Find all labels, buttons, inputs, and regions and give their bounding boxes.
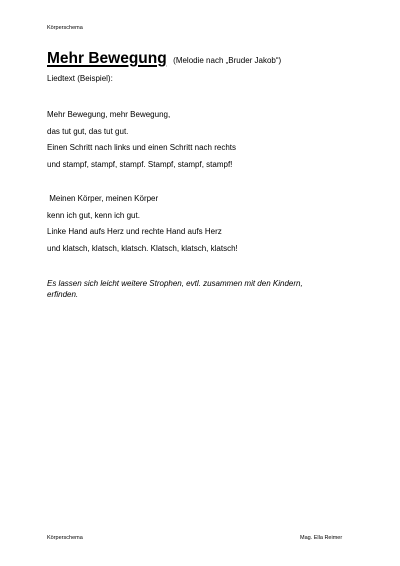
verse-1-line-4: und stampf, stampf, stampf. Stampf, stampf, stampf! <box>47 160 233 169</box>
song-title: Mehr Bewegung <box>47 50 167 67</box>
verse-1-line-3: Einen Schritt nach links und einen Schritt nach rechts <box>47 143 236 152</box>
verse-1-line-2: das tut gut, das tut gut. <box>47 127 129 136</box>
note-line-1: Es lassen sich leicht weitere Strophen, evtl. zusammen mit den Kindern, <box>47 279 303 288</box>
verse-2-line-4: und klatsch, klatsch, klatsch. Klatsch, klatsch, klatsch! <box>47 244 238 253</box>
footer-left: Körperschema <box>47 535 83 541</box>
verse-2-line-3: Linke Hand aufs Herz und rechte Hand aufs Herz <box>47 227 222 236</box>
verse-1-line-1: Mehr Bewegung, mehr Bewegung, <box>47 110 171 119</box>
lyrics-intro: Liedtext (Beispiel): <box>47 74 113 83</box>
title-line <box>47 50 281 68</box>
melody-note: (Melodie nach „Bruder Jakob“) <box>173 56 282 65</box>
verse-2-line-1: Meinen Körper, meinen Körper <box>47 194 159 203</box>
footer-author: Mag. Ella Reimer <box>300 535 343 541</box>
note-line-2: erfinden. <box>47 290 79 299</box>
page-header: Körperschema <box>47 25 83 31</box>
verse-2-line-2: kenn ich gut, kenn ich gut. <box>47 211 140 220</box>
